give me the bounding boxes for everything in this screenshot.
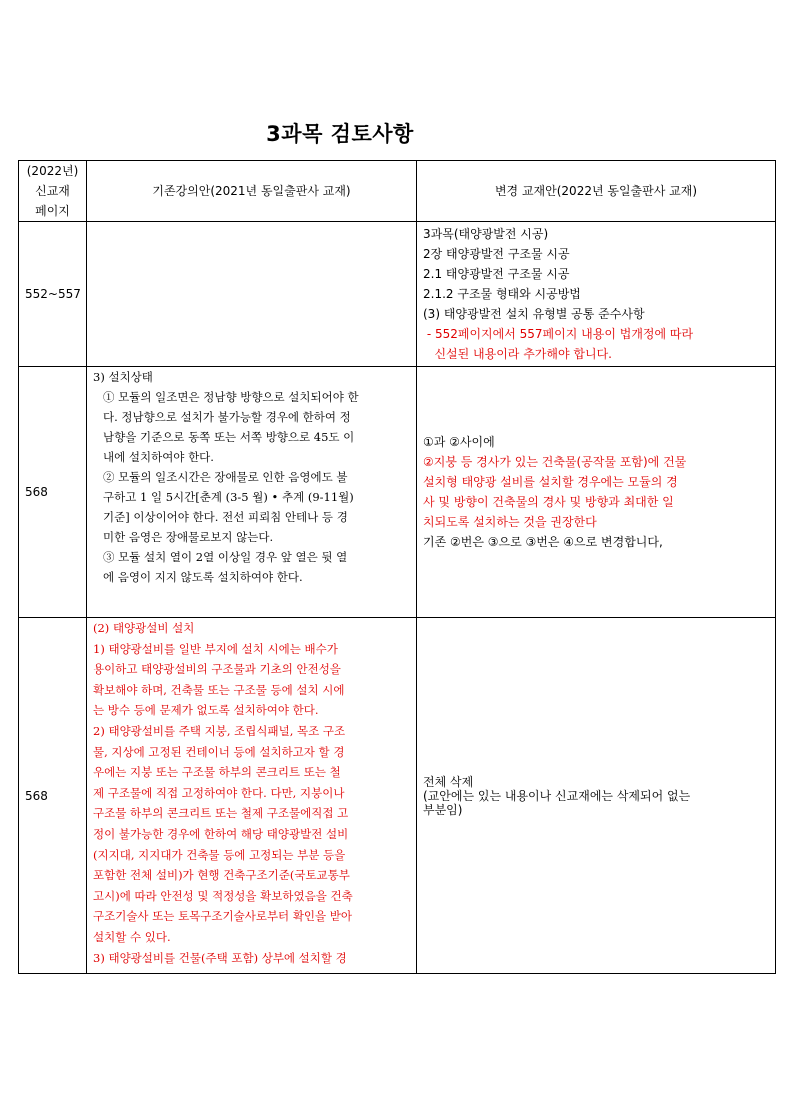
new-line: 2.1 태양광발전 구조물 시공 bbox=[423, 267, 570, 281]
old-line: ① 모듈의 일조면은 정남향 방향으로 설치되어야 한 bbox=[103, 390, 359, 404]
new-red-line: 사 및 방향이 건축물의 경사 및 방향과 최대한 일 bbox=[423, 495, 674, 509]
old-line: ③ 모듈 설치 열이 2열 이상일 경우 앞 열은 뒷 열 bbox=[103, 550, 348, 564]
old-red-line: 1) 태양광설비를 일반 부지에 설치 시에는 배수가 bbox=[93, 641, 338, 656]
old-line: 남향을 기준으로 동쪽 또는 서쪽 방향으로 45도 이 bbox=[103, 430, 355, 444]
review-table bbox=[18, 160, 776, 974]
header-page-cell bbox=[19, 161, 87, 222]
table-row bbox=[19, 367, 776, 618]
new-line: (교안에는 있는 내용이나 신교재에는 삭제되어 없는 bbox=[423, 788, 691, 803]
old-red-line: 확보해야 하며, 건축물 또는 구조물 등에 설치 시에 bbox=[93, 682, 345, 697]
old-red-line: 구조기술사 또는 토목구조기술사로부터 확인을 받아 bbox=[93, 909, 353, 924]
old-line: 구하고 1 일 5시간[춘계 (3-5 월) • 추계 (9-11월) bbox=[103, 490, 354, 504]
new-line: 2.1.2 구조물 형태와 시공방법 bbox=[423, 287, 581, 301]
old-red-line: 고시)에 따라 안전성 및 적정성을 확보하였음을 건축 bbox=[93, 888, 353, 903]
old-red-line: (지지대, 지지대가 건축물 등에 고정되는 부분 등을 bbox=[93, 847, 346, 862]
new-content-cell bbox=[417, 618, 776, 974]
old-line: 에 음영이 지지 않도록 설치하여야 한다. bbox=[103, 570, 303, 584]
old-red-line: 는 방수 등에 문제가 없도록 설치하여야 한다. bbox=[93, 703, 319, 718]
page-number: 568 bbox=[19, 367, 87, 618]
header-old-textbook: 기존강의안(2021년 동일출판사 교재) bbox=[87, 161, 417, 222]
page-number: 552~557 bbox=[19, 222, 87, 367]
old-red-line: 정이 불가능한 경우에 한하여 해당 태양광발전 설비 bbox=[93, 826, 349, 841]
old-line: 내에 설치하여야 한다. bbox=[103, 450, 214, 464]
old-content-cell bbox=[87, 367, 417, 618]
table-row bbox=[19, 222, 776, 367]
new-red-line: - 552페이지에서 557페이지 내용이 법개정에 따라 bbox=[423, 327, 694, 341]
old-red-line: 제 구조물에 직접 고정하여야 한다. 다만, 지붕이나 bbox=[93, 785, 345, 800]
header-page-line: 신교재 bbox=[35, 184, 70, 198]
old-red-line: 물, 지상에 고정된 컨테이너 등에 설치하고자 할 경 bbox=[93, 744, 345, 759]
old-content-cell bbox=[87, 618, 417, 974]
new-line: 부분임) bbox=[423, 802, 463, 817]
page-title: 3과목 검토사항 bbox=[266, 122, 414, 146]
old-content-cell bbox=[87, 222, 417, 367]
header-page-line: (2022년) bbox=[26, 164, 79, 178]
old-red-line: 포함한 전체 설비)가 현행 건축구조기준(국토교통부 bbox=[93, 868, 350, 883]
old-red-line: 설치할 수 있다. bbox=[93, 929, 171, 944]
new-line: ①과 ②사이에 bbox=[423, 435, 495, 449]
old-line: 3) 설치상태 bbox=[93, 370, 153, 384]
old-red-line: 우에는 지붕 또는 구조물 하부의 콘크리트 또는 철 bbox=[93, 765, 341, 780]
old-line: 기준] 이상이어야 한다. 전선 피뢰침 안테나 등 경 bbox=[103, 510, 348, 524]
old-red-line: (2) 태양광설비 설치 bbox=[93, 621, 195, 635]
old-line: 미한 음영은 장애물로보지 않는다. bbox=[103, 530, 274, 544]
new-line: (3) 태양광발전 설치 유형별 공통 준수사항 bbox=[423, 307, 645, 321]
old-red-line: 3) 태양광설비를 건물(주택 포함) 상부에 설치할 경 bbox=[93, 950, 347, 965]
old-red-line: 구조물 하부의 콘크리트 또는 철제 구조물에직접 고 bbox=[93, 806, 349, 821]
new-red-line: 설치형 태양광 설비를 설치할 경우에는 모듈의 경 bbox=[423, 475, 678, 489]
new-line: 기존 ②번은 ③으로 ③번은 ④으로 변경합니다, bbox=[423, 535, 663, 549]
new-content-cell bbox=[417, 222, 776, 367]
page-number: 568 bbox=[19, 618, 87, 974]
new-red-line: 치되도록 설치하는 것을 권장한다 bbox=[423, 515, 597, 529]
table-row bbox=[19, 618, 776, 974]
new-red-line: ②지붕 등 경사가 있는 건축물(공작물 포함)에 건물 bbox=[423, 455, 687, 469]
new-content-cell bbox=[417, 367, 776, 618]
old-line: ② 모듈의 일조시간은 장애물로 인한 음영에도 불 bbox=[103, 470, 348, 484]
old-line: 다. 정남향으로 설치가 불가능할 경우에 한하여 정 bbox=[103, 410, 351, 424]
new-line: 전체 삭제 bbox=[423, 774, 474, 789]
old-red-line: 용이하고 태양광설비의 구조물과 기초의 안전성을 bbox=[93, 662, 341, 677]
new-line: 3과목(태양광발전 시공) bbox=[423, 227, 549, 241]
new-red-line: 신설된 내용이라 추가해야 합니다. bbox=[423, 347, 612, 361]
header-page-line: 페이지 bbox=[35, 204, 70, 218]
table-header-row bbox=[19, 161, 776, 222]
old-red-line: 2) 태양광설비를 주택 지붕, 조립식패널, 목조 구조 bbox=[93, 723, 346, 738]
header-new-textbook: 변경 교재안(2022년 동일출판사 교재) bbox=[417, 161, 776, 222]
new-line: 2장 태양광발전 구조물 시공 bbox=[423, 247, 570, 261]
